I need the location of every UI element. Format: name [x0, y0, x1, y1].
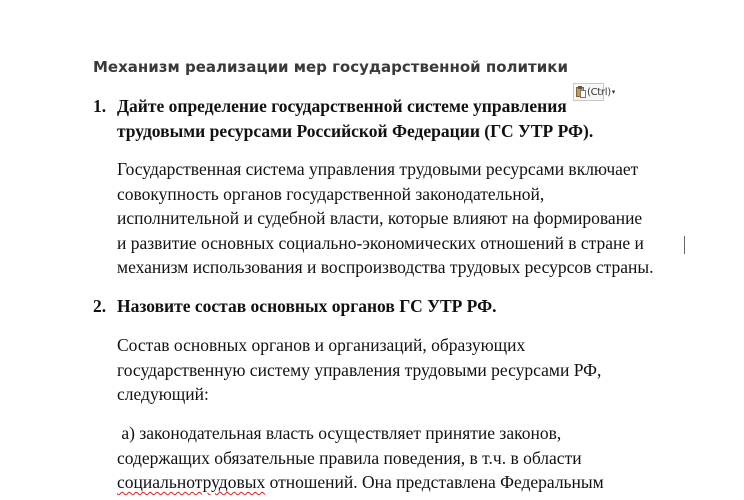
- item-a-line-rest: отношений. Она представлена Федеральным: [265, 472, 604, 492]
- item-a-line: [117, 470, 707, 495]
- item-a-line: а) законодательная власть осуществляет принятие законов,: [117, 423, 562, 443]
- paste-options-label: (Ctrl): [587, 86, 611, 98]
- question-2-number: 2.: [93, 296, 107, 316]
- question-1-title-line: Дайте определение государственной системе управления: [117, 96, 567, 116]
- answer-1-line: и развитие основных социально-экономических отношений в стране и: [117, 232, 644, 253]
- chevron-down-icon: ▾: [611, 88, 616, 96]
- question-1-title-line: трудовыми ресурсами Российской Федерации (ГС УТР РФ).: [117, 121, 594, 141]
- answer-1-line: механизм использования и воспроизводства трудовых ресурсов страны.: [117, 257, 654, 277]
- question-2-answer: [117, 333, 707, 407]
- answer-2-line: государственную систему управления трудовыми ресурсами РФ,: [117, 359, 602, 380]
- item-a-line: содержащих обязательные правила поведения, в т.ч. в области: [117, 447, 582, 468]
- question-1-answer: [117, 157, 707, 280]
- answer-1-line: совокупность органов государственной законодательной,: [117, 183, 545, 204]
- section-heading: Механизм реализации мер государственной политики: [93, 58, 568, 76]
- item-a-paragraph: [117, 421, 707, 495]
- answer-2-line: следующий:: [117, 384, 209, 404]
- answer-1-line: Государственная система управления трудовыми ресурсами включает: [117, 159, 639, 179]
- question-2-title: [117, 294, 496, 319]
- question-1-number: 1.: [93, 96, 107, 116]
- misspelled-word[interactable]: социальнотрудовых: [117, 472, 266, 492]
- question-1-title: [117, 94, 593, 144]
- text-cursor: [684, 236, 685, 254]
- answer-2-line: Состав основных органов и организаций, образующих: [117, 335, 526, 355]
- question-2-title-line: Назовите состав основных органов ГС УТР РФ.: [117, 296, 497, 316]
- answer-1-line: исполнительной и судебной власти, которые влияют на формирование: [117, 208, 643, 228]
